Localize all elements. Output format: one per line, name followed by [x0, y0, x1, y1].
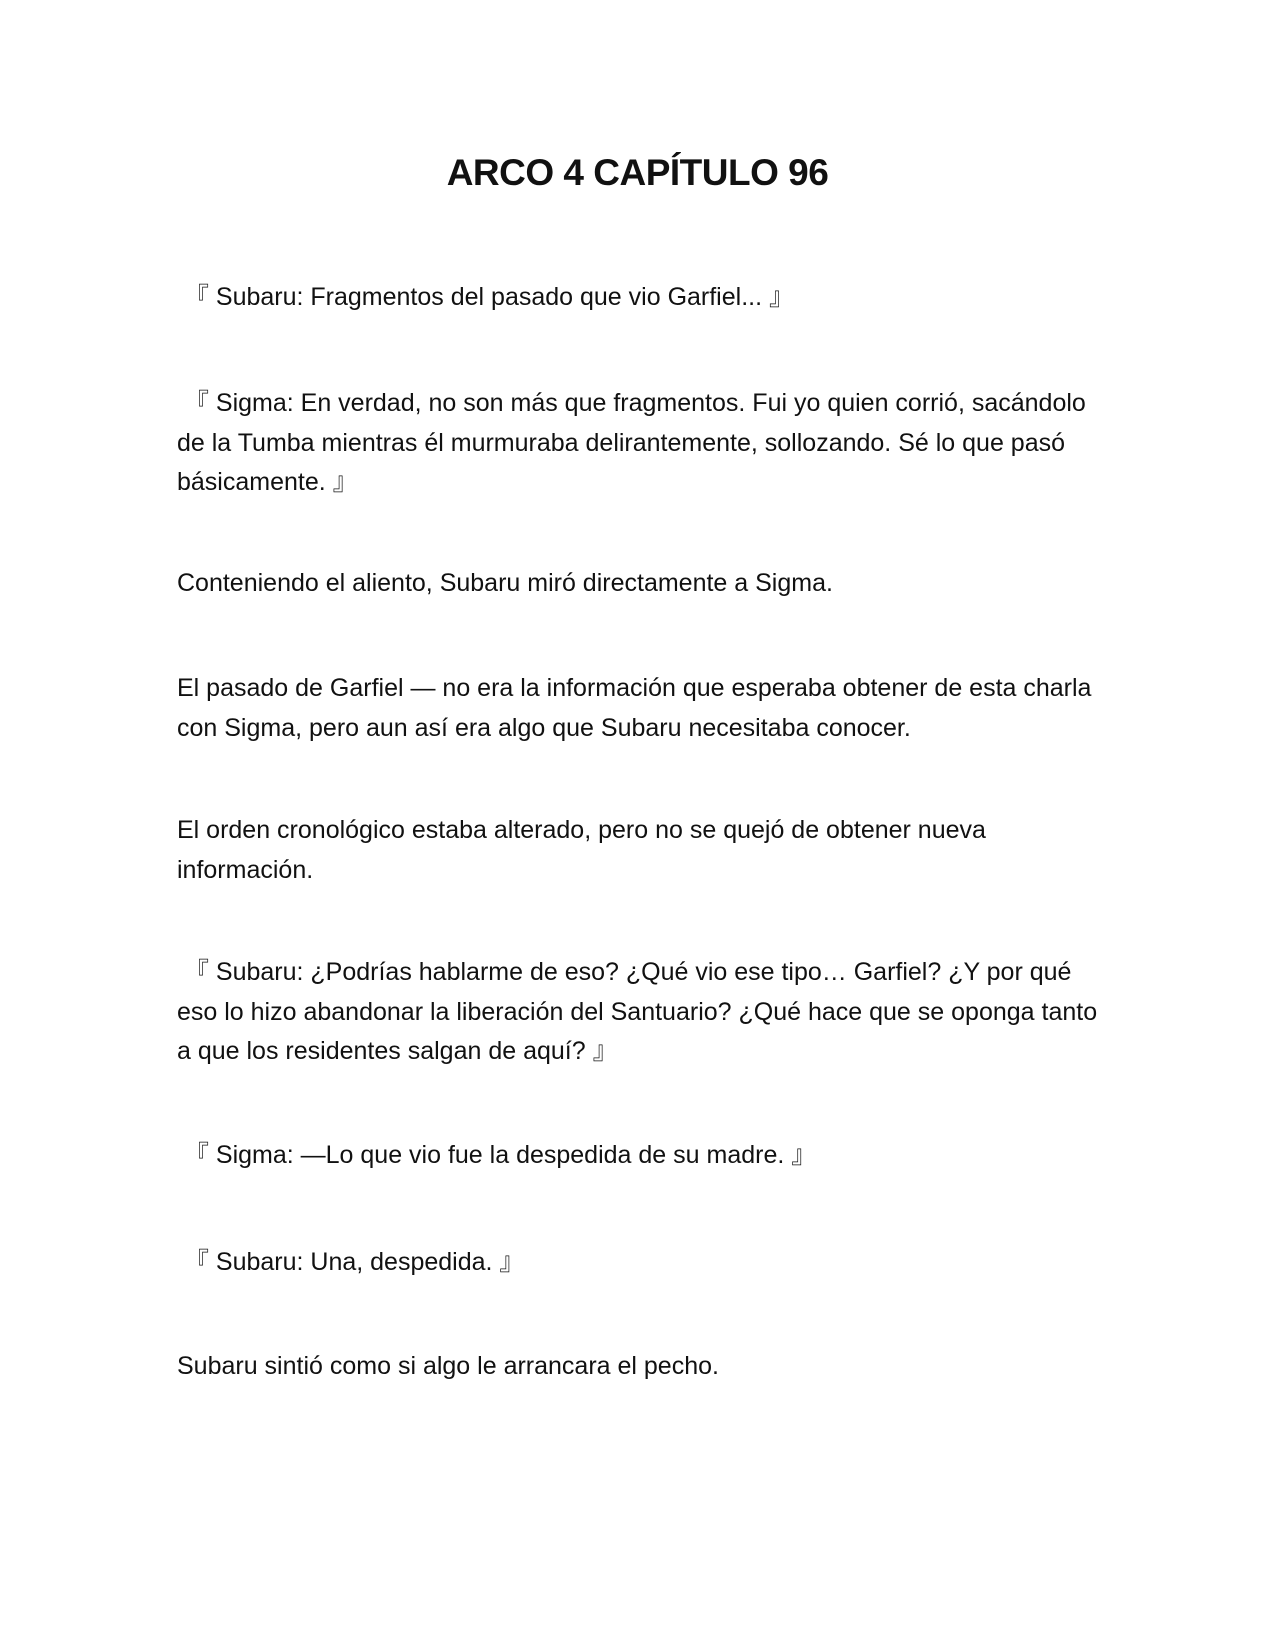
- narrative-paragraph: Subaru sintió como si algo le arrancara el pecho.: [177, 1352, 719, 1380]
- dialogue-paragraph: 『 Sigma: En verdad, no son más que fragmentos. Fui yo quien corrió, sacándolo de la Tumba mientras él murmuraba delirantemente, sollozando. Sé lo que pasó básicamente. 』: [177, 389, 1086, 496]
- chapter-title: ARCO 4 CAPÍTULO 96: [446, 152, 829, 193]
- narrative-paragraph: El orden cronológico estaba alterado, pero no se quejó de obtener nueva información.: [177, 816, 986, 884]
- dialogue-paragraph: 『 Sigma: —Lo que vio fue la despedida de su madre. 』: [177, 1141, 817, 1169]
- dialogue-paragraph: 『 Subaru: Fragmentos del pasado que vio Garfiel... 』: [177, 283, 794, 311]
- dialogue-paragraph: 『 Subaru: Una, despedida. 』: [177, 1248, 525, 1276]
- dialogue-paragraph: 『 Subaru: ¿Podrías hablarme de eso? ¿Qué vio ese tipo… Garfiel? ¿Y por qué eso lo hizo abandonar la liberación del Santuario? ¿Qué hace que se oponga tanto a que los residentes salgan de aquí? 』: [177, 958, 1098, 1065]
- narrative-paragraph: Conteniendo el aliento, Subaru miró directamente a Sigma.: [177, 569, 833, 597]
- narrative-paragraph: El pasado de Garfiel — no era la información que esperaba obtener de esta charla con Sigma, pero aun así era algo que Subaru necesitaba conocer.: [177, 674, 1092, 742]
